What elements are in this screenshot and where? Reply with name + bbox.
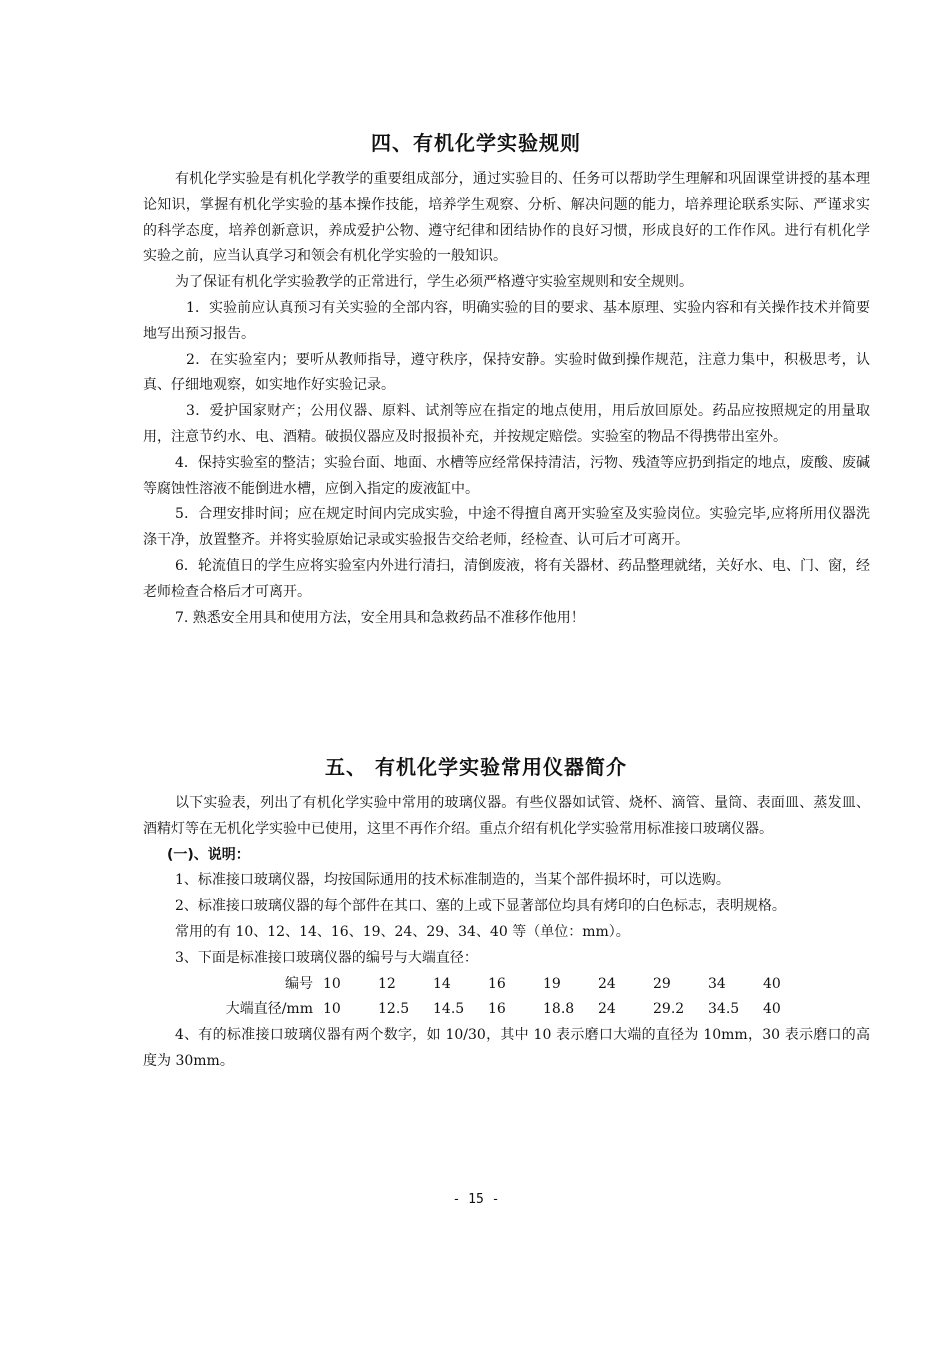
row-label-diameter: 大端直径/mm (225, 1001, 313, 1018)
page-number: - 15 - (452, 1192, 500, 1207)
note-2: 2、标准接口玻璃仪器的每个部件在其口、塞的上或下显著部位均具有烤印的白色标志，表明规格。 (175, 898, 786, 915)
note-1: 1、标准接口玻璃仪器，均按国际通用的技术标准制造的，当某个部件损坏时，可以选购。 (175, 872, 730, 889)
table-row-number (143, 972, 818, 998)
rule-3: 3．爱护国家财产；公用仪器、原料、试剂等应在指定的地点使用，用后放回原处。药品应按照规定的用量取用，注意节约水、电、酒精。破损仪器应及时报损补充，并按规定赔偿。实验室的物品不得携带出室外。 (143, 403, 870, 445)
table-cell: 12.5 (378, 1001, 410, 1018)
table-cell: 40 (763, 1001, 781, 1018)
note-4: 4、有的标准接口玻璃仪器有两个数字，如 10/30，其中 10 表示磨口大端的直径为 10mm，30 表示磨口的高度为 30mm。 (143, 1027, 870, 1069)
section-5-intro: 以下实验表，列出了有机化学实验中常用的玻璃仪器。有些仪器如试管、烧杯、滴管、量筒、表面皿、蒸发皿、酒精灯等在无机化学实验中已使用，这里不再作介绍。重点介绍有机化学实验常用标准接口玻璃仪器。 (143, 795, 870, 837)
explanation-subheading: (一)、说明： (167, 846, 250, 863)
table-cell: 24 (598, 975, 616, 992)
section-4-body (143, 167, 870, 631)
row-label-number: 编号 (285, 975, 313, 992)
rule-7: 7. 熟悉安全用具和使用方法，安全用具和急救药品不准移作他用！ (175, 609, 585, 626)
table-cell: 34.5 (708, 1001, 740, 1018)
common-sizes: 常用的有 10、12、14、16、19、24、29、34、40 等（单位：mm）。 (175, 923, 630, 940)
rule-4: 4．保持实验室的整洁；实验台面、地面、水槽等应经常保持清洁，污物、残渣等应扔到指定的地点，废酸、废碱等腐蚀性溶液不能倒进水槽，应倒入指定的废液缸中。 (143, 454, 870, 497)
table-cell: 18.8 (543, 1001, 575, 1018)
table-cell: 19 (543, 975, 561, 992)
section-5-body (143, 791, 870, 1075)
section-4-intro: 有机化学实验是有机化学教学的重要组成部分，通过实验目的、任务可以帮助学生理解和巩固课堂讲授的基本理论知识，掌握有机化学实验的基本操作技能，培养学生观察、分析、解决问题的能力，培养理论联系实际、严谨求实的科学态度，培养创新意识，养成爱护公物、遵守纪律和团结协作的良好习惯，形成良好的工作作风。进行有机化学实验之前，应当认真学习和领会有机化学实验的一般知识。 (143, 171, 870, 265)
section-5-title: 五、 有机化学实验常用仪器简介 (325, 755, 627, 779)
table-cell: 14.5 (433, 1001, 465, 1018)
table-cell: 40 (763, 975, 781, 992)
table-cell: 24 (598, 1001, 616, 1018)
table-cell: 14 (433, 975, 451, 992)
section-4-lead: 为了保证有机化学实验教学的正常进行，学生必须严格遵守实验室规则和安全规则。 (175, 274, 693, 291)
table-cell: 16 (488, 1001, 506, 1018)
table-cell: 16 (488, 975, 506, 992)
table-cell: 29.2 (653, 1001, 685, 1018)
note-3: 3、下面是标准接口玻璃仪器的编号与大端直径： (175, 949, 478, 966)
table-cell: 34 (708, 975, 726, 992)
rule-5: 5．合理安排时间；应在规定时间内完成实验，中途不得擅自离开实验室及实验岗位。实验完毕,应将所用仪器洗涤干净，放置整齐。并将实验原始记录或实验报告交给老师，经检查、认可后才可离开。 (143, 506, 870, 549)
rule-2: 2．在实验室内；要听从教师指导，遵守秩序，保持安静。实验时做到操作规范，注意力集中，积极思考，认真、仔细地观察，如实地作好实验记录。 (143, 351, 870, 394)
rule-6: 6．轮流值日的学生应将实验室内外进行清扫，清倒废液，将有关器材、药品整理就绪，关好水、电、门、窗，经老师检查合格后才可离开。 (143, 557, 870, 600)
table-cell: 10 (323, 975, 341, 992)
table-row-diameter (143, 997, 818, 1023)
table-cell: 10 (323, 1001, 341, 1018)
joint-size-table (143, 972, 818, 1024)
table-cell: 29 (653, 975, 671, 992)
rule-1: 1．实验前应认真预习有关实验的全部内容，明确实验的目的要求、基本原理、实验内容和有关操作技术并简要地写出预习报告。 (143, 299, 870, 342)
table-cell: 12 (378, 975, 396, 992)
section-4-title: 四、有机化学实验规则 (371, 131, 581, 155)
